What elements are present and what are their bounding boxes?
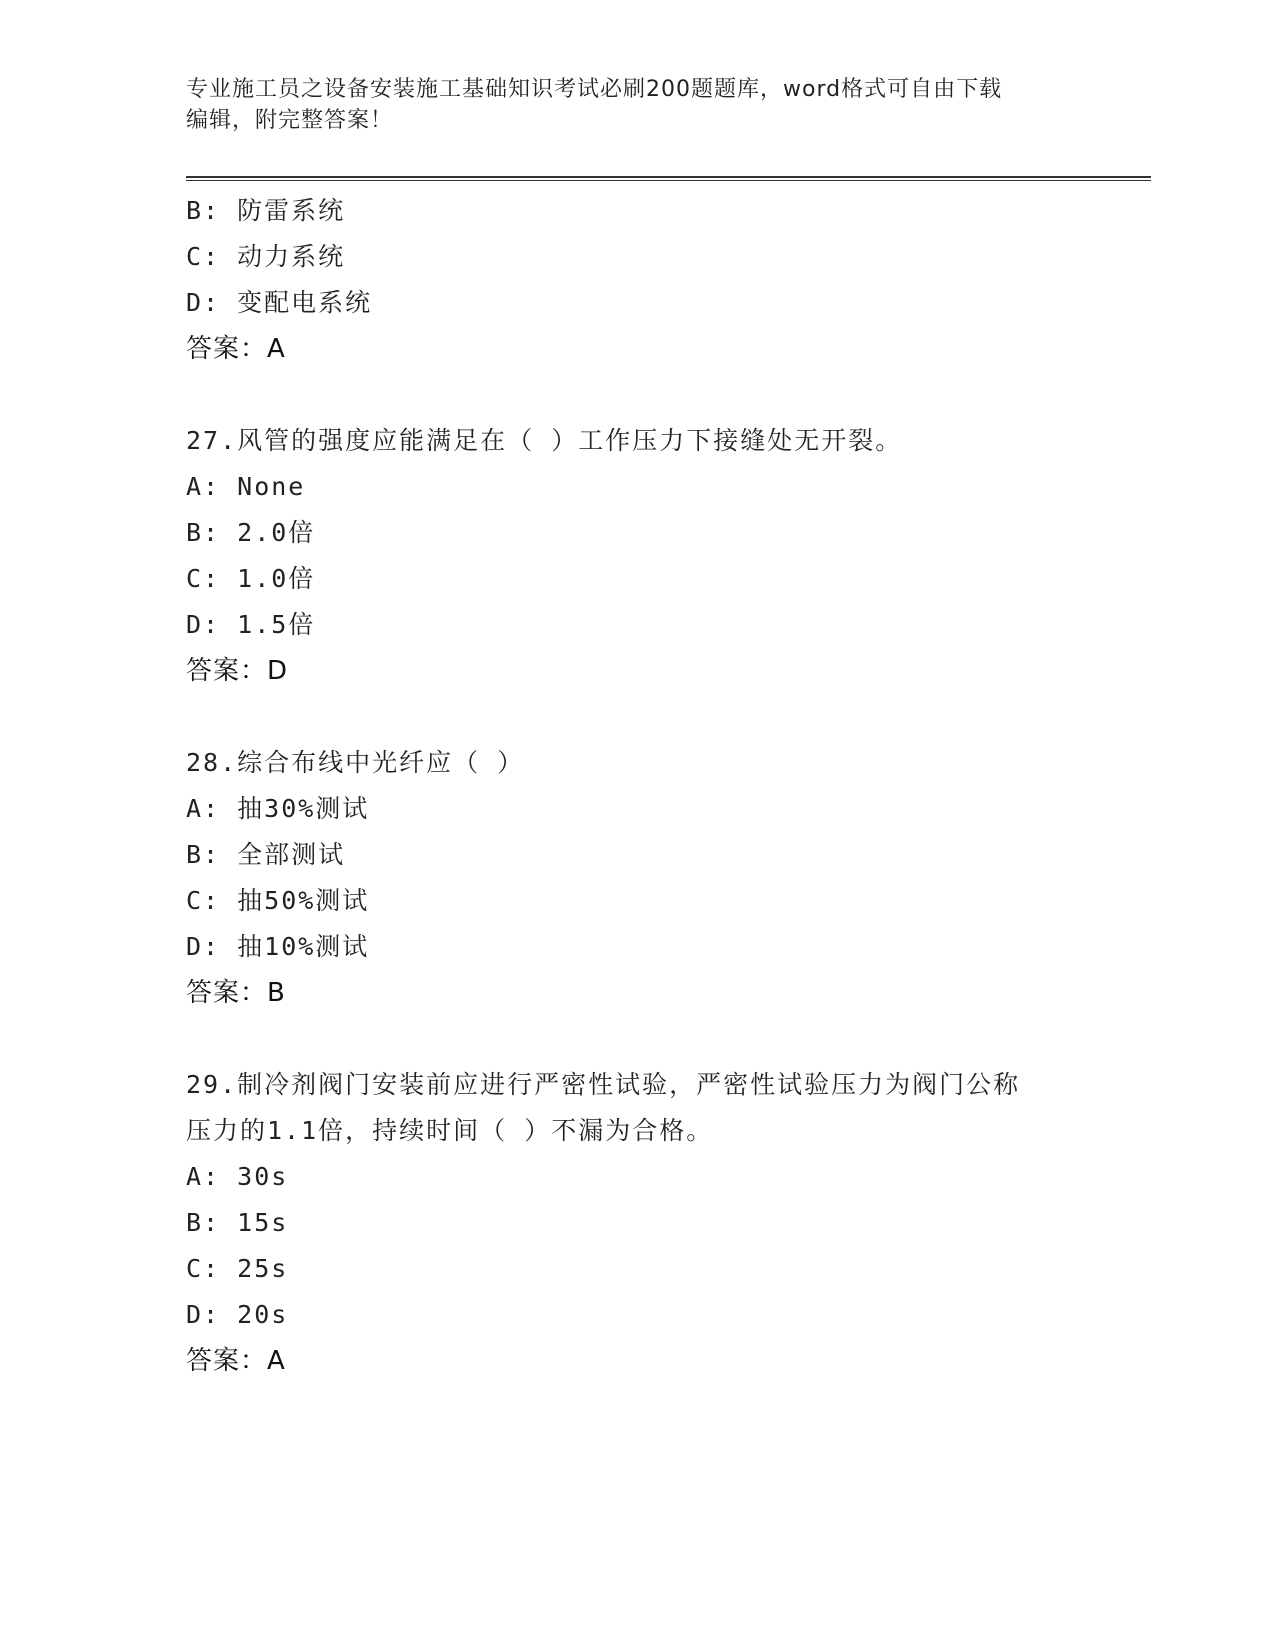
answer-line: 答案：A — [186, 1346, 286, 1376]
question-28 — [186, 740, 1146, 1016]
option-c: C: 1.0倍 — [186, 564, 316, 593]
option-b: B: 2.0倍 — [186, 518, 316, 547]
spacer — [186, 694, 1146, 740]
header-title-line-2: 编辑，附完整答案！ — [186, 108, 394, 133]
option-c: C: 抽50%测试 — [186, 886, 370, 915]
option-c: C: 25s — [186, 1254, 289, 1283]
option-c: C: 动力系统 — [186, 242, 346, 271]
spacer — [186, 1016, 1146, 1062]
answer-line: 答案：A — [186, 334, 286, 364]
option-d: D: 1.5倍 — [186, 610, 316, 639]
option-d: D: 20s — [186, 1300, 289, 1329]
question-27 — [186, 418, 1146, 694]
option-a: A: 抽30%测试 — [186, 794, 370, 823]
question-stem: 28.综合布线中光纤应（ ） — [186, 748, 525, 777]
option-a: A: 30s — [186, 1162, 289, 1191]
header-divider — [186, 176, 1151, 181]
document-header — [186, 74, 1086, 136]
answer-line: 答案：D — [186, 656, 289, 686]
question-29 — [186, 1062, 1146, 1384]
spacer — [186, 372, 1146, 418]
question-stem: 27.风管的强度应能满足在（ ）工作压力下接缝处无开裂。 — [186, 426, 903, 455]
question-stem-line-2: 压力的1.1倍，持续时间（ ）不漏为合格。 — [186, 1116, 714, 1145]
option-d: D: 变配电系统 — [186, 288, 373, 317]
option-b: B: 防雷系统 — [186, 196, 346, 225]
option-b: B: 全部测试 — [186, 840, 346, 869]
option-d: D: 抽10%测试 — [186, 932, 370, 961]
question-26-tail — [186, 188, 1146, 372]
question-list — [186, 188, 1146, 1384]
option-a: A: None — [186, 472, 306, 501]
header-title-line-1: 专业施工员之设备安装施工基础知识考试必刷200题题库，word格式可自由下载 — [186, 77, 1003, 102]
question-stem-line-1: 29.制冷剂阀门安装前应进行严密性试验，严密性试验压力为阀门公称 — [186, 1070, 1021, 1099]
answer-line: 答案：B — [186, 978, 286, 1008]
option-b: B: 15s — [186, 1208, 289, 1237]
